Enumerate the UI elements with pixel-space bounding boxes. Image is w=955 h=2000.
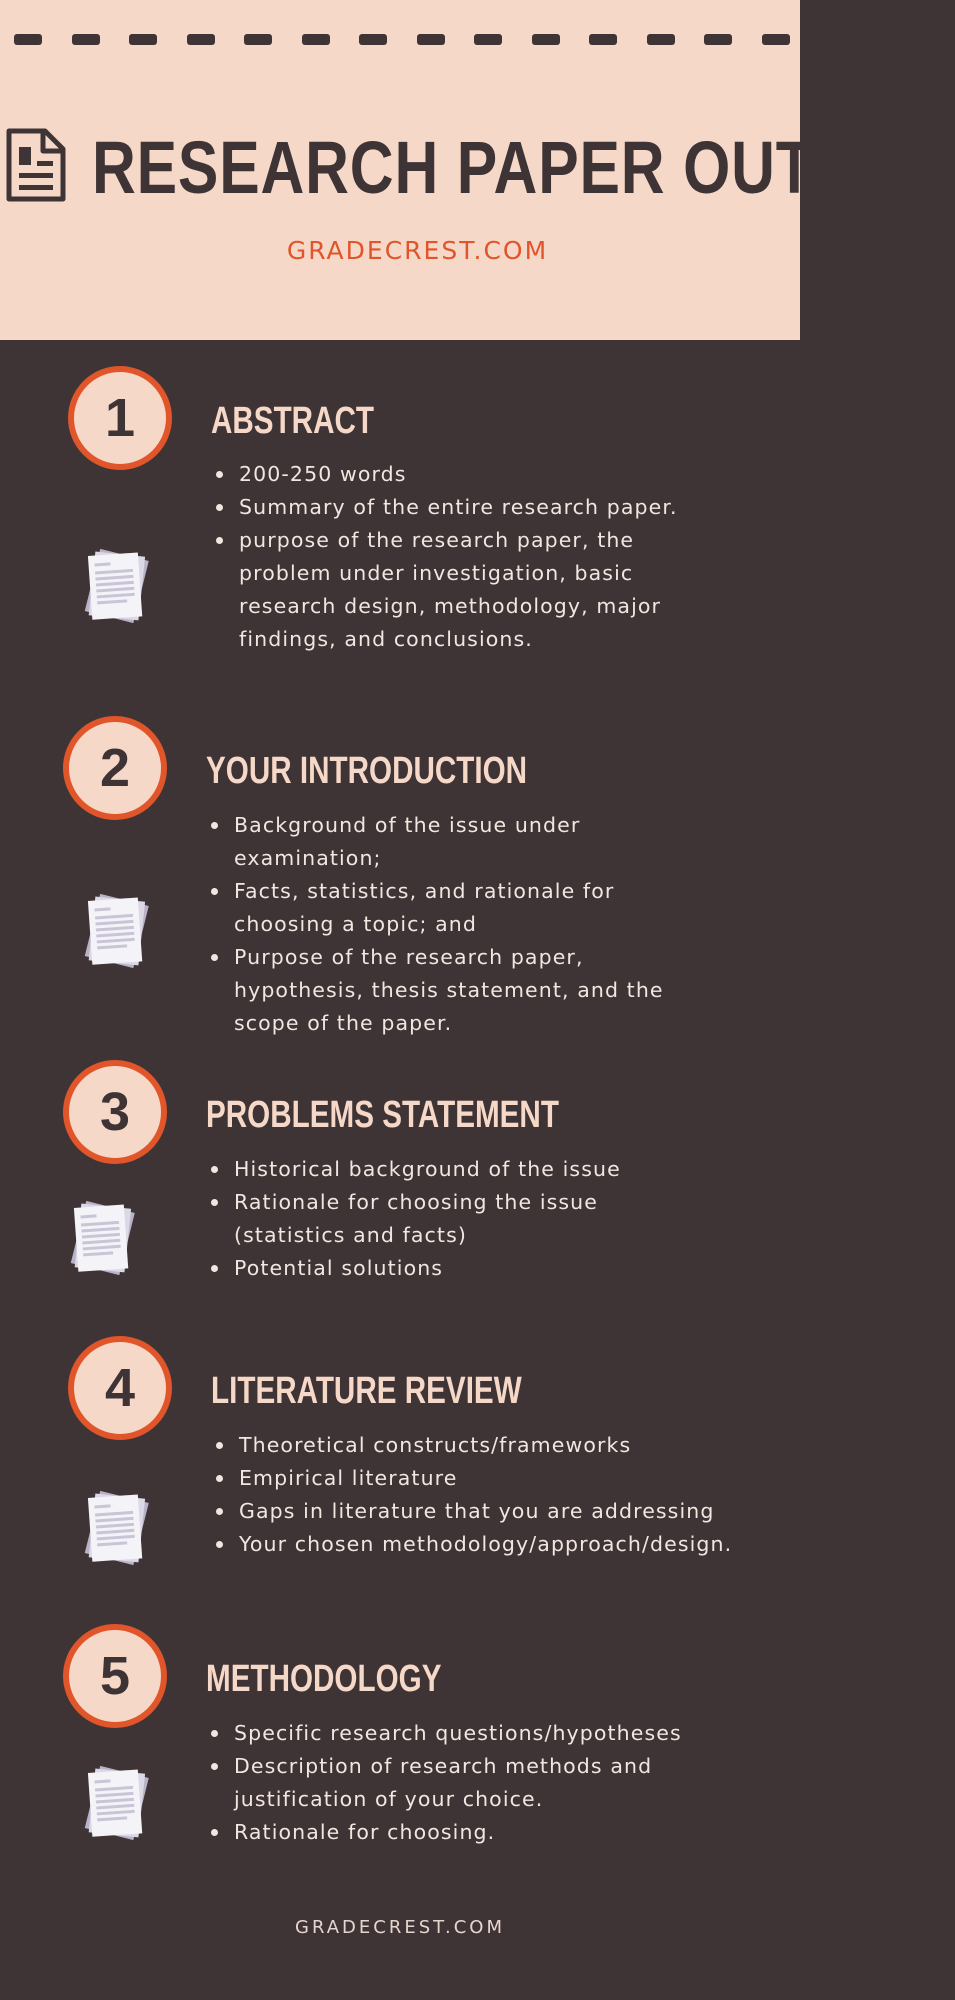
- section-title: ABSTRACT: [211, 400, 375, 442]
- papers-icon: [58, 1192, 148, 1282]
- list-item: Potential solutions: [208, 1252, 628, 1285]
- bullet-list: [213, 1429, 773, 1561]
- bullet-list: [208, 1717, 708, 1849]
- dash: [704, 34, 732, 45]
- section-number-badge: 5: [63, 1624, 167, 1728]
- dash: [129, 34, 157, 45]
- list-item: Gaps in literature that you are addressing: [213, 1495, 773, 1528]
- section-number-badge: 4: [68, 1336, 172, 1440]
- list-item: Facts, statistics, and rationale for choosing a topic; and: [208, 875, 688, 941]
- list-item: purpose of the research paper, the problem under investigation, basic research design, methodology, major findings, and conclusions.: [213, 524, 733, 656]
- dash: [14, 34, 42, 45]
- list-item: Rationale for choosing.: [208, 1816, 708, 1849]
- page-subtitle: GRADECREST.COM: [286, 236, 549, 265]
- dash: [474, 34, 502, 45]
- section-number-badge: 2: [63, 716, 167, 820]
- papers-icon: [72, 1757, 162, 1847]
- document-icon: [5, 127, 67, 203]
- dash: [72, 34, 100, 45]
- dash: [532, 34, 560, 45]
- dash: [244, 34, 272, 45]
- bullet-list: [208, 1153, 628, 1285]
- page-title: RESEARCH PAPER OUTLINE: [92, 126, 955, 209]
- dash: [187, 34, 215, 45]
- list-item: Rationale for choosing the issue (statistics and facts): [208, 1186, 628, 1252]
- list-item: Historical background of the issue: [208, 1153, 628, 1186]
- dash: [359, 34, 387, 45]
- section-number-badge: 3: [63, 1060, 167, 1164]
- list-item: Your chosen methodology/approach/design.: [213, 1528, 773, 1561]
- bullet-list: [213, 458, 733, 656]
- dash: [589, 34, 617, 45]
- list-item: 200-250 words: [213, 458, 733, 491]
- papers-icon: [72, 1482, 162, 1572]
- list-item: Description of research methods and justification of your choice.: [208, 1750, 708, 1816]
- section-title: YOUR INTRODUCTION: [206, 750, 528, 792]
- section-title: METHODOLOGY: [206, 1658, 442, 1700]
- section-number-badge: 1: [68, 366, 172, 470]
- section-title: PROBLEMS STATEMENT: [206, 1094, 559, 1136]
- bullet-list: [208, 809, 688, 1040]
- dash: [762, 34, 790, 45]
- list-item: Summary of the entire research paper.: [213, 491, 733, 524]
- dash: [302, 34, 330, 45]
- header-banner: [0, 0, 955, 340]
- papers-icon: [72, 540, 162, 630]
- dash: [647, 34, 675, 45]
- list-item: Purpose of the research paper, hypothesis, thesis statement, and the scope of the paper.: [208, 941, 688, 1040]
- section-title: LITERATURE REVIEW: [211, 1370, 522, 1412]
- list-item: Background of the issue under examination;: [208, 809, 688, 875]
- list-item: Theoretical constructs/frameworks: [213, 1429, 773, 1462]
- list-item: Specific research questions/hypotheses: [208, 1717, 708, 1750]
- list-item: Empirical literature: [213, 1462, 773, 1495]
- dash: [417, 34, 445, 45]
- footer-text: GRADECREST.COM: [295, 1917, 505, 1938]
- papers-icon: [72, 885, 162, 975]
- dashed-divider: [0, 34, 800, 46]
